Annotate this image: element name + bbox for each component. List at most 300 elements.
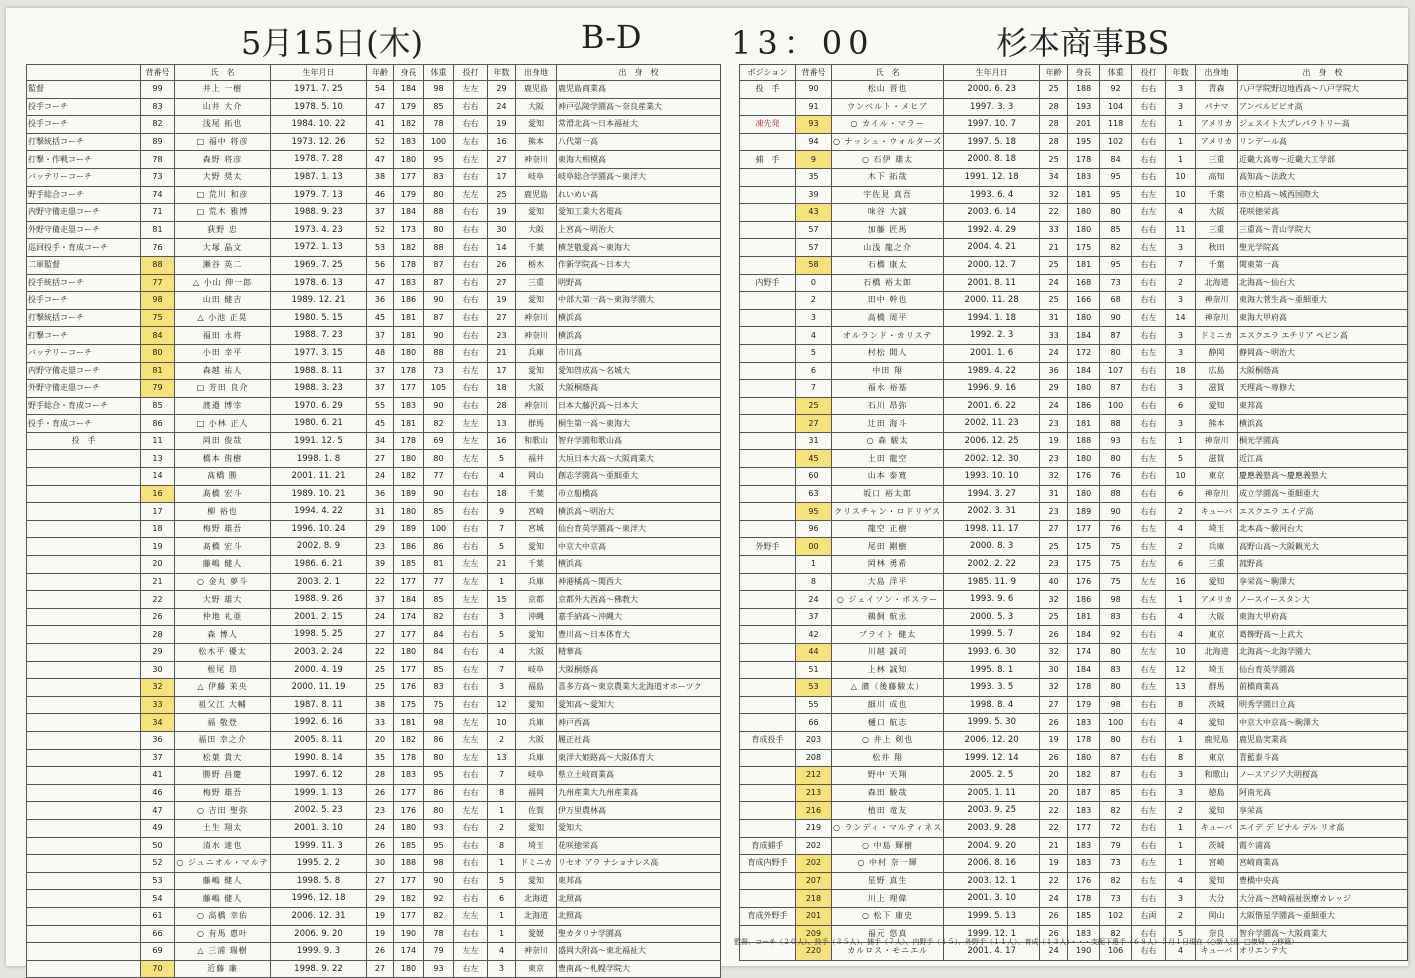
uniform-number: 61 — [141, 907, 175, 925]
player-name: 川越 誠司 — [831, 644, 943, 662]
age: 31 — [1040, 485, 1068, 503]
birth-date: 1989. 4. 22 — [944, 362, 1040, 380]
birthplace: 福井 — [516, 450, 557, 468]
player-name: △ 三浦 瑞樹 — [175, 943, 271, 961]
height: 180 — [394, 151, 424, 169]
position-label — [27, 468, 141, 486]
age: 24 — [367, 819, 394, 837]
table-row — [27, 221, 721, 239]
table-row — [27, 344, 721, 362]
table-row — [740, 608, 1408, 626]
age: 24 — [1040, 274, 1068, 292]
weight: 80 — [1100, 679, 1132, 697]
table-row — [740, 591, 1408, 609]
throws-bats: 右右 — [454, 503, 488, 521]
uniform-number: 57 — [795, 239, 831, 257]
birth-date: 2006. 8. 16 — [944, 855, 1040, 873]
column-header: 氏 名 — [831, 65, 943, 81]
birthplace: 東京 — [516, 960, 557, 978]
weight: 84 — [1100, 151, 1132, 169]
player-name: ブライト 健太 — [831, 626, 943, 644]
uniform-number: 63 — [795, 485, 831, 503]
years: 13 — [488, 749, 516, 767]
birthplace: 神奈川 — [516, 309, 557, 327]
weight: 98 — [424, 855, 454, 873]
height: 181 — [1068, 415, 1100, 433]
school: 伊万里農林高 — [557, 802, 721, 820]
age: 39 — [367, 556, 394, 574]
player-name: ○ 吉田 聖弥 — [175, 802, 271, 820]
age: 23 — [1040, 556, 1068, 574]
height: 178 — [394, 432, 424, 450]
birthplace: 愛知 — [516, 872, 557, 890]
uniform-number: 98 — [141, 292, 175, 310]
player-name: 近藤 廉 — [175, 960, 271, 978]
position-label: 野手総合・育成コーチ — [27, 397, 141, 415]
throws-bats: 右右 — [454, 819, 488, 837]
birthplace: 大阪 — [516, 221, 557, 239]
age: 22 — [367, 573, 394, 591]
table-row — [740, 133, 1408, 151]
birth-date: 1993. 3. 5 — [944, 679, 1040, 697]
birthplace: 愛知 — [516, 362, 557, 380]
table-row — [740, 767, 1408, 785]
uniform-number: 1 — [795, 556, 831, 574]
position-label — [27, 872, 141, 890]
height: 180 — [394, 450, 424, 468]
age: 21 — [1040, 239, 1068, 257]
position-label — [740, 644, 796, 662]
throws-bats: 右両 — [1132, 907, 1166, 925]
school: 創志学園高～亜細亜大 — [557, 468, 721, 486]
weight: 84 — [424, 644, 454, 662]
school: 高知高～法政大 — [1237, 168, 1407, 186]
birth-date: 1999. 12. 14 — [944, 749, 1040, 767]
birth-date: 1970. 6. 29 — [271, 397, 367, 415]
position-label: 外野守備走塁コーチ — [27, 380, 141, 398]
height: 180 — [1068, 221, 1100, 239]
school: 成立学園高～亜細亜大 — [1237, 485, 1407, 503]
school: 市川高 — [557, 344, 721, 362]
weight: 73 — [1100, 274, 1132, 292]
player-name: ○ 井上 剣也 — [831, 731, 943, 749]
player-name: 福 敬登 — [175, 714, 271, 732]
position-label — [27, 890, 141, 908]
uniform-number: 43 — [795, 204, 831, 222]
uniform-number: 2 — [795, 292, 831, 310]
table-row — [740, 432, 1408, 450]
table-row — [740, 520, 1408, 538]
column-header: 投打 — [454, 65, 488, 81]
player-name: 岡田 俊哉 — [175, 432, 271, 450]
uniform-number: 57 — [795, 221, 831, 239]
years: 3 — [1166, 890, 1196, 908]
years: 2 — [1166, 274, 1196, 292]
years: 5 — [488, 872, 516, 890]
birth-date: 1996. 10. 24 — [271, 520, 367, 538]
years: 6 — [1166, 397, 1196, 415]
roster-sheet — [6, 8, 1408, 974]
age: 26 — [1040, 925, 1068, 943]
weight: 82 — [1100, 925, 1132, 943]
birthplace: 宮城 — [516, 520, 557, 538]
birth-date: 1999. 5. 13 — [944, 907, 1040, 925]
height: 184 — [1068, 327, 1100, 345]
throws-bats: 右右 — [1132, 731, 1166, 749]
uniform-number: 42 — [795, 626, 831, 644]
birthplace: キューバ — [1196, 943, 1238, 961]
height: 183 — [394, 274, 424, 292]
throws-bats: 右左 — [1132, 309, 1166, 327]
weight: 105 — [424, 380, 454, 398]
throws-bats: 左左 — [454, 802, 488, 820]
position-label: 野手総合コーチ — [27, 186, 141, 204]
uniform-number: 213 — [795, 784, 831, 802]
height: 178 — [394, 362, 424, 380]
birthplace: 大阪 — [1196, 608, 1238, 626]
school: 花咲徳栄高 — [557, 837, 721, 855]
table-row — [27, 556, 721, 574]
table-row — [27, 204, 721, 222]
height: 185 — [1068, 907, 1100, 925]
birthplace: 沖縄 — [516, 608, 557, 626]
weight: 98 — [424, 714, 454, 732]
birth-date: 2003. 9. 28 — [944, 819, 1040, 837]
table-row — [27, 608, 721, 626]
table-row — [740, 81, 1408, 99]
table-row — [27, 679, 721, 697]
player-name: △ 伊藤 茉央 — [175, 679, 271, 697]
throws-bats: 右右 — [454, 626, 488, 644]
birth-date: 2005. 1. 11 — [944, 784, 1040, 802]
table-row — [740, 151, 1408, 169]
height: 193 — [1068, 98, 1100, 116]
height: 181 — [394, 309, 424, 327]
age: 25 — [1040, 538, 1068, 556]
weight: 80 — [424, 802, 454, 820]
column-header: 身長 — [394, 65, 424, 81]
school: 慶應義塾高～慶應義塾大 — [1237, 468, 1407, 486]
years: 3 — [1166, 784, 1196, 802]
age: 45 — [367, 309, 394, 327]
birth-date: 1995. 8. 1 — [944, 661, 1040, 679]
school: 豊南高～札幌学院大 — [557, 960, 721, 978]
table-row — [27, 661, 721, 679]
weight: 82 — [424, 415, 454, 433]
player-name: 柳 裕也 — [175, 503, 271, 521]
position-label — [740, 749, 796, 767]
throws-bats: 左左 — [454, 714, 488, 732]
table-row — [27, 573, 721, 591]
weight: 98 — [424, 81, 454, 99]
player-name: ○ ランディ・マルティネス — [831, 819, 943, 837]
table-row — [27, 186, 721, 204]
uniform-number: 8 — [795, 573, 831, 591]
age: 21 — [1040, 837, 1068, 855]
years: 19 — [488, 292, 516, 310]
player-name: 尾田 剛樹 — [831, 538, 943, 556]
age: 23 — [367, 802, 394, 820]
birthplace: 岐阜 — [516, 168, 557, 186]
age: 20 — [1040, 784, 1068, 802]
years: 10 — [488, 714, 516, 732]
age: 37 — [367, 204, 394, 222]
birth-date: 1999. 5. 30 — [944, 714, 1040, 732]
school: 横芝敬愛高～東海大 — [557, 239, 721, 257]
birthplace: 東京 — [1196, 749, 1238, 767]
weight: 88 — [424, 204, 454, 222]
years: 16 — [488, 133, 516, 151]
years: 4 — [1166, 626, 1196, 644]
weight: 88 — [424, 239, 454, 257]
weight: 87 — [424, 309, 454, 327]
birth-date: 2006. 9. 20 — [271, 925, 367, 943]
birth-date: 1986. 6. 21 — [271, 556, 367, 574]
weight: 81 — [424, 556, 454, 574]
position-label: 投手統括コーチ — [27, 274, 141, 292]
uniform-number: 75 — [141, 309, 175, 327]
table-row — [740, 239, 1408, 257]
height: 178 — [1068, 151, 1100, 169]
birthplace: 千葉 — [516, 485, 557, 503]
player-name: 髙橋 宏斗 — [175, 538, 271, 556]
height: 181 — [394, 714, 424, 732]
uniform-number: 22 — [141, 591, 175, 609]
position-label — [740, 608, 796, 626]
school: 関東第一高 — [1237, 256, 1407, 274]
weight: 86 — [424, 731, 454, 749]
birthplace: 熊本 — [516, 133, 557, 151]
weight: 87 — [424, 256, 454, 274]
weight: 75 — [1100, 538, 1132, 556]
height: 177 — [394, 661, 424, 679]
age: 27 — [367, 960, 394, 978]
weight: 90 — [424, 485, 454, 503]
birth-date: 2000. 8. 18 — [944, 151, 1040, 169]
age: 40 — [1040, 573, 1068, 591]
years: 10 — [1166, 468, 1196, 486]
column-header: 年数 — [488, 65, 516, 81]
weight: 80 — [424, 186, 454, 204]
table-row — [740, 168, 1408, 186]
height: 185 — [394, 556, 424, 574]
table-row — [740, 362, 1408, 380]
birth-date: 1984. 10. 22 — [271, 116, 367, 134]
weight: 95 — [1100, 168, 1132, 186]
player-name: □ 芳田 良介 — [175, 380, 271, 398]
table-row — [27, 960, 721, 978]
position-label — [27, 608, 141, 626]
years: 4 — [1166, 608, 1196, 626]
birth-date: 1993. 10. 10 — [944, 468, 1040, 486]
table-row — [27, 432, 721, 450]
throws-bats: 右右 — [1132, 819, 1166, 837]
school: 神港橘高～関西大 — [557, 573, 721, 591]
player-name: 坂口 裕太郎 — [831, 485, 943, 503]
position-label — [27, 767, 141, 785]
birthplace: 兵庫 — [516, 573, 557, 591]
years: 3 — [488, 608, 516, 626]
throws-bats: 右右 — [454, 608, 488, 626]
table-row — [27, 837, 721, 855]
position-label: 打撃統括コーチ — [27, 133, 141, 151]
age: 26 — [367, 943, 394, 961]
birth-date: 1978. 7. 28 — [271, 151, 367, 169]
school: 愛知大 — [557, 819, 721, 837]
years: 3 — [1166, 415, 1196, 433]
position-label — [740, 256, 796, 274]
birthplace: キューバ — [1196, 503, 1238, 521]
table-row — [740, 644, 1408, 662]
weight: 83 — [1100, 661, 1132, 679]
throws-bats: 左左 — [454, 731, 488, 749]
player-name: ○ カイル・マラー — [831, 116, 943, 134]
table-row — [740, 397, 1408, 415]
uniform-number: 218 — [795, 890, 831, 908]
years: 3 — [1166, 380, 1196, 398]
uniform-number: 34 — [141, 714, 175, 732]
table-row — [27, 292, 721, 310]
player-name: 田中 幹也 — [831, 292, 943, 310]
birth-date: 1977. 3. 15 — [271, 344, 367, 362]
weight: 78 — [424, 116, 454, 134]
weight: 95 — [1100, 256, 1132, 274]
weight: 82 — [424, 907, 454, 925]
position-label — [740, 327, 796, 345]
school: 大阪桐蔭高 — [557, 380, 721, 398]
weight: 95 — [424, 837, 454, 855]
player-name: 大島 洋平 — [831, 573, 943, 591]
age: 25 — [1040, 292, 1068, 310]
age: 20 — [1040, 767, 1068, 785]
weight: 85 — [424, 503, 454, 521]
throws-bats: 右右 — [1132, 380, 1166, 398]
birth-date: 2006. 12. 31 — [271, 907, 367, 925]
table-row — [27, 239, 721, 257]
table-row — [27, 925, 721, 943]
throws-bats: 右右 — [454, 872, 488, 890]
uniform-number: 30 — [141, 661, 175, 679]
height: 180 — [1068, 380, 1100, 398]
table-row — [27, 714, 721, 732]
birth-date: 1988. 7. 23 — [271, 327, 367, 345]
age: 22 — [367, 644, 394, 662]
birth-date: 1988. 9. 23 — [271, 204, 367, 222]
throws-bats: 右右 — [454, 855, 488, 873]
height: 175 — [1068, 538, 1100, 556]
birthplace: 愛知 — [1196, 714, 1238, 732]
height: 178 — [394, 749, 424, 767]
birthplace: 大分 — [1196, 890, 1238, 908]
years: 8 — [1166, 749, 1196, 767]
roster-footnote: 監督、コーチ（２０人）、投手（３５人）、捕手（７人）、内野手（１５）、外野手（１１人）、育成（１３人）・・・支配下選手（６８人）５月１日現在（○新入団、□復帰、△移籍） — [734, 938, 1299, 946]
uniform-number: 36 — [141, 731, 175, 749]
position-label — [740, 380, 796, 398]
birth-date: 1997. 3. 3 — [944, 98, 1040, 116]
uniform-number: 86 — [141, 415, 175, 433]
age: 27 — [367, 626, 394, 644]
birthplace: 千葉 — [516, 556, 557, 574]
birthplace: アメリカ — [1196, 133, 1238, 151]
throws-bats: 右右 — [1132, 714, 1166, 732]
weight: 85 — [1100, 784, 1132, 802]
weight: 82 — [1100, 239, 1132, 257]
position-label — [27, 661, 141, 679]
table-row — [740, 749, 1408, 767]
height: 183 — [1068, 168, 1100, 186]
player-name: 渡邉 博幸 — [175, 397, 271, 415]
age: 26 — [1040, 626, 1068, 644]
uniform-number: 58 — [795, 256, 831, 274]
height: 184 — [394, 204, 424, 222]
player-name: 藤嶋 健人 — [175, 890, 271, 908]
position-label — [27, 485, 141, 503]
throws-bats: 右右 — [1132, 626, 1166, 644]
throws-bats: 右右 — [1132, 98, 1166, 116]
throws-bats: 左左 — [454, 556, 488, 574]
column-header: 年齢 — [1040, 65, 1068, 81]
player-name: □ 荒川 和彦 — [175, 186, 271, 204]
height: 180 — [394, 644, 424, 662]
position-label — [740, 890, 796, 908]
throws-bats: 右左 — [454, 661, 488, 679]
years: 17 — [488, 168, 516, 186]
uniform-number: 44 — [795, 644, 831, 662]
age: 23 — [1040, 450, 1068, 468]
player-name: 森 博人 — [175, 626, 271, 644]
throws-bats: 右右 — [454, 168, 488, 186]
player-name: 仲地 礼亜 — [175, 608, 271, 626]
player-name: 瀬谷 英二 — [175, 256, 271, 274]
weight: 100 — [1100, 397, 1132, 415]
school: 霞ケ浦高 — [1237, 837, 1407, 855]
height: 175 — [394, 696, 424, 714]
uniform-number: 202 — [795, 837, 831, 855]
school: 豊川高～日本体育大 — [557, 626, 721, 644]
table-row — [740, 256, 1408, 274]
years: 1 — [488, 855, 516, 873]
school: 東海大相模高 — [557, 151, 721, 169]
player-name: 中田 翔 — [831, 362, 943, 380]
birthplace: 神奈川 — [1196, 309, 1238, 327]
weight: 77 — [424, 468, 454, 486]
birth-date: 1980. 6. 21 — [271, 415, 367, 433]
birthplace: 埼玉 — [516, 837, 557, 855]
player-name: ○ 中島 輝樹 — [831, 837, 943, 855]
birth-date: 2005. 8. 11 — [271, 731, 367, 749]
table-row — [27, 485, 721, 503]
birth-date: 2006. 12. 25 — [944, 432, 1040, 450]
birthplace: キューバ — [1196, 819, 1238, 837]
age: 33 — [1040, 327, 1068, 345]
position-label — [740, 450, 796, 468]
player-name: カルロス・モニエル — [831, 943, 943, 961]
years: 14 — [1166, 309, 1196, 327]
years: 18 — [488, 380, 516, 398]
uniform-number: 209 — [795, 925, 831, 943]
position-label: 打撃コーチ — [27, 327, 141, 345]
birth-date: 1993. 9. 6 — [944, 591, 1040, 609]
uniform-number: 78 — [141, 151, 175, 169]
throws-bats: 左左 — [454, 81, 488, 99]
school: 桐光学園高 — [1237, 432, 1407, 450]
player-name: ○ ジュニオル・マルテ — [175, 855, 271, 873]
table-row — [27, 362, 721, 380]
uniform-number: 203 — [795, 731, 831, 749]
birth-date: 2003. 6. 14 — [944, 204, 1040, 222]
height: 176 — [394, 679, 424, 697]
years: 3 — [488, 679, 516, 697]
